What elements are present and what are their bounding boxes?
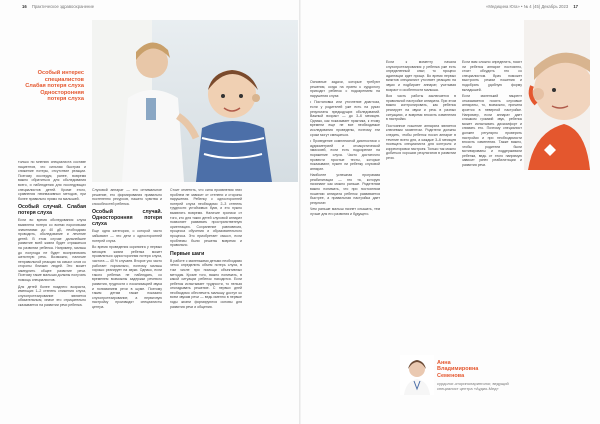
- paragraph: Основные задачи, которые требуют решения, когда на прием к сурдологу приходит ребенок с подозрением на нарушения слуха:: [310, 80, 380, 98]
- pullquote-line: Односторонняя: [40, 89, 84, 96]
- author-patronymic: Владимировна: [437, 366, 479, 373]
- article-column-3: [170, 188, 242, 414]
- pullquote: [20, 70, 84, 103]
- author-portrait: [400, 355, 434, 395]
- author-first-name: Анна: [437, 360, 451, 366]
- paragraph: Еще одна категория, о которой часто забывают — это дети с односторонней потерей слуха.: [92, 229, 162, 243]
- doctor-child-photo: [92, 20, 298, 182]
- paragraph: Если во время обследования слуха выявлена потеря со всеми пороговыми значениями до 40 дБ, необходимо проводить, обследование и лечение детей. В этом случае дальнейшее развитие всей жизни будет отражаться на развитии ребенка. Например, малыш до полугода не будет воспринимать шепотную речь. Возможно, наличие неправильной реакции на смысл слов со стороны близких людей. Это может замедлить общее развитие речи. Поэтому такие малыши должны получать помощь специалистов.: [18, 218, 86, 283]
- right-page-number: 17: [573, 4, 578, 9]
- page-gutter: [299, 0, 301, 424]
- pullquote-line: Слабая потеря слуха: [25, 83, 84, 90]
- doctor-child-illustration: [92, 20, 298, 182]
- paragraph: Если вам сложно определить, носит ли ребенок аппарат постоянно, стоит обсудить это со специалистом. Врач поможет выстроить режим ношения и подобрать удобную форму вкладышей.: [462, 60, 522, 92]
- left-page-header: [18, 4, 94, 9]
- article-column-1: [18, 160, 86, 414]
- paragraph: Чем раньше малыш начнет слышать, тем лучше для его развития и будущего.: [310, 207, 380, 217]
- pullquote-line: Особый интерес: [37, 70, 84, 76]
- paragraph: Для детей более позднего возраста, имеющих 1–2 степень снижения слуха, слухопротезирование является обязательным, иначе это отрицательно сказывается на развитии речи ребенка.: [18, 284, 86, 308]
- bullet-item: • Постановка или уточнение диагноза, если у родителей уже есть на руках результаты предыдущих обследований. Важный возраст — до 3–6 месяцев. Однако, как показывает практика, к этому времени еще не все необходимые исследования проведены, поэтому эти сроки могут смещаться.: [310, 100, 380, 137]
- author-photo: [400, 355, 434, 395]
- author-last-name: Семенова: [437, 372, 465, 379]
- pullquote-line: специалистов: [44, 76, 84, 83]
- paragraph: Постоянное ношение аппарата является ключевым моментом. Родители должны следить, чтобы ребенок носил аппарат в течение всего дня, а каждые 3–6 месяцев посещать специалиста для контроля и корректировки настроек. Только так можно добиться хороших результатов в развитии речи.: [386, 123, 456, 160]
- article-column-2: [92, 188, 162, 414]
- paragraph: Стоит отметить, что сила проявления этих проблем не зависит от степени и стороны нарушения. Ребенку с односторонней потерей слуха необходимо 2–3 степень трудности устойчивых букв, и это нужно выявлять вовремя. Наличие хроники от того, кто для таких детей слуховой аппарат позволяет развивать пространственную ориентацию. Сохранение равновесия, процесса обучения и образовательного процесса. Это приобретает смысл, если проблемы были решены вовремя и правильно.: [170, 188, 242, 248]
- section-heading-first-steps: Первые шаги: [170, 250, 205, 257]
- paragraph: Если маленький пациент отказывается носить слуховые аппараты, то, возможно, причина кроется в неверной настройке. Например, если аппарат дает слишком громкий звук, ребенок может испытывать дискомфорт и снимать его. Поэтому специалист должен регулярно проверять настройки и при необходимости вносить изменения. Также важно, чтобы родители были мотивированы и поддерживали ребенка, ведь от этого напрямую зависит успех реабилитации и развития речи.: [462, 94, 522, 168]
- paragraph: только по мнению специалиста составе пациентов, что сильная быстрая и снижение потеры, отсутствие реакции. Поэтому исследуя, ранее, вовремя важно обратиться для обследования всего, и наблюдения для последующих специалистов детей. Кроме этого, сравнения неинвазивных методов, при более правильно прямо на малышей.: [18, 160, 86, 201]
- pullquote-line: потеря слуха: [47, 96, 84, 103]
- article-column-6: [462, 60, 522, 350]
- bullet-item: • Проведение комплексной диагностики с аудиометрией и отоакустической эмиссией, если есть подозрение на поражение слуха. Часто достаточно провести простые тесты, которые показывают, нужен ли ребенку слуховой аппарат.: [310, 139, 380, 171]
- article-column-5: [386, 60, 456, 350]
- author-role: сурдолог-оториноларинголог, ведущий специалист центра «Аудио-Мед»: [437, 381, 509, 392]
- right-running-title: «Медицина Юга» • № 4 (45) Декабрь 2023: [486, 4, 569, 9]
- article-column-4: [310, 80, 380, 414]
- baby-hearing-aid-photo: [524, 20, 590, 170]
- paragraph: Во время проведения скрининга у первых месяцев жизни ребенка может проявляться односторонняя потеря слуха, частота — 40 % случаев. Второе ухо часто работает нормально, поэтому малыш хорошо реагирует на звуки. Однако, если такого ребенка не наблюдать, со временем возможны задержки речевого развития, трудности с локализацией звука и пониманием речи в шуме. Поэтому таким детям также показано слухопротезирование, а первичную настройку производят специалисты центра.: [92, 245, 162, 309]
- paragraph: Наиболее успешная программа реабилитации — это та, которую начинают как можно раньше. Родителям важно понимать, что при постоянном ношении аппарата ребенок развивается быстрее, а правильная настройка дает результат.: [310, 173, 380, 205]
- section-heading-one-sided-loss: Особый случай. Односторонняя потеря слуха: [92, 209, 162, 228]
- right-page-header: [486, 4, 582, 9]
- left-running-title: Практическое здравоохранение: [31, 4, 95, 9]
- paragraph: Вся часть работы заключается в правильной настройке аппарата. При этом важно контролировать, как ребенок реагирует на звуки и речь в разных ситуациях, и вовремя вносить изменения в настройки.: [386, 94, 456, 122]
- section-heading-slight-loss: Особый случай. Слабая потеря слуха: [18, 204, 86, 217]
- paragraph: Слуховой аппарат — это оптимальное решение, его формирования правильно постепенно ресурсов, нашего чувства и способностей ребенка.: [92, 188, 162, 206]
- author-block: [437, 360, 527, 391]
- paragraph: В работе с маленькими детьми необходимо четко определить объем потерь слуха, в том числе при помощи объективных методик. Кроме того, важно понимать, в какой ситуации ребенок находится. Если ребенок испытывает трудности, то нельзя откладывать решение. С первых дней необходимо обеспечить малышу доступ ко всем звукам речи — ведь именно в первые годы жизни формируются основы для развития речи и общения.: [170, 258, 242, 309]
- left-page-number: 16: [22, 4, 27, 9]
- paragraph: Если к моменту начала слухопротезирования у ребенка уже есть определенный опыт, то процесс адаптации идет проще. Во время первых визитов специалист уточняет реакцию на звуки и подбирает аппарат, учитывая возраст и особенности малыша.: [386, 60, 456, 92]
- baby-illustration: [524, 20, 590, 170]
